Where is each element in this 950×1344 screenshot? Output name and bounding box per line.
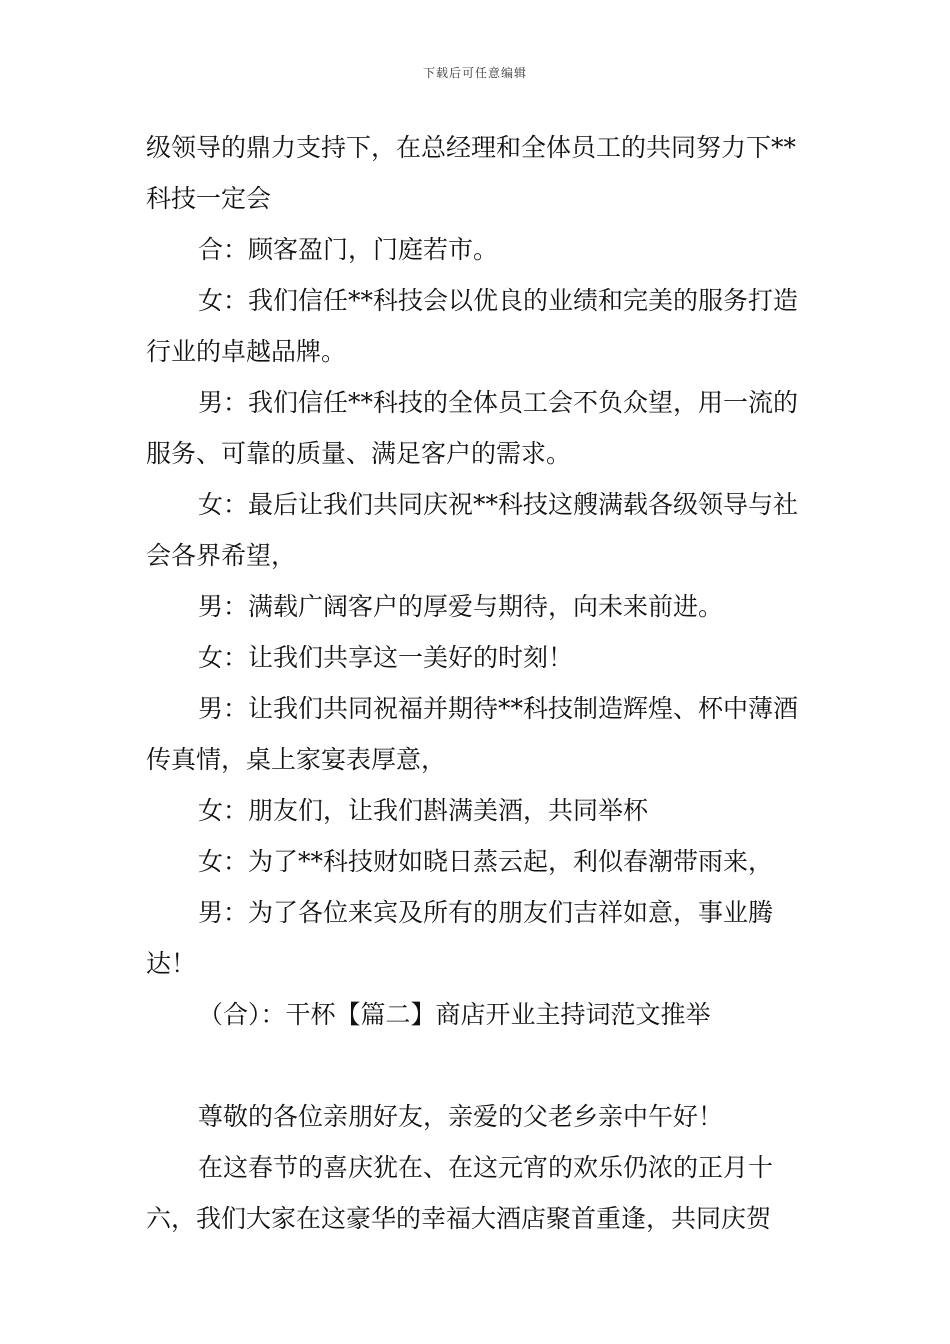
greeting-paragraph: 尊敬的各位亲朋好友，亲爱的父老乡亲中午好！ [198, 1102, 724, 1131]
page-header-note: 下载后可任意编辑 [422, 66, 527, 80]
paragraph-8: 男：让我们共同祝福并期待**科技制造辉煌、杯中薄酒传真情，桌上家宴表厚意， [146, 694, 799, 774]
section-heading: （合）：干杯【篇二】商店开业主持词范文推举 [198, 1000, 711, 1029]
paragraph-9: 女：朋友们，让我们斟满美酒，共同举杯 [198, 796, 649, 825]
paragraph-6: 男：满载广阔客户的厚爱与期待，向未来前进。 [198, 592, 724, 621]
paragraph-5: 女：最后让我们共同庆祝**科技这艘满载各级领导与社会各界希望， [146, 490, 799, 570]
blank-line [146, 1040, 811, 1091]
opening-paragraph: 在这春节的喜庆犹在、在这元宵的欢乐仍浓的正月十六，我们大家在这豪华的幸福大酒店聚首重逢，共同庆贺 [146, 1153, 774, 1233]
paragraph-4: 男：我们信任**科技的全体员工会不负众望，用一流的服务、可靠的质量、满足客户的需求。 [146, 388, 799, 468]
paragraph-7: 女：让我们共享这一美好的时刻！ [198, 643, 574, 672]
document-body [146, 122, 811, 1244]
paragraph-3: 女：我们信任**科技会以优良的业绩和完美的服务打造行业的卓越品牌。 [146, 286, 799, 366]
paragraph-10: 女：为了**科技财如晓日蒸云起，利似春潮带雨来， [198, 847, 774, 876]
paragraph-2: 合：顾客盈门，门庭若市。 [198, 235, 499, 264]
paragraph-11: 男：为了各位来宾及所有的朋友们吉祥如意，事业腾达！ [146, 898, 774, 978]
paragraph-1: 级领导的鼎力支持下，在总经理和全体员工的共同努力下**科技一定会 [146, 133, 797, 213]
